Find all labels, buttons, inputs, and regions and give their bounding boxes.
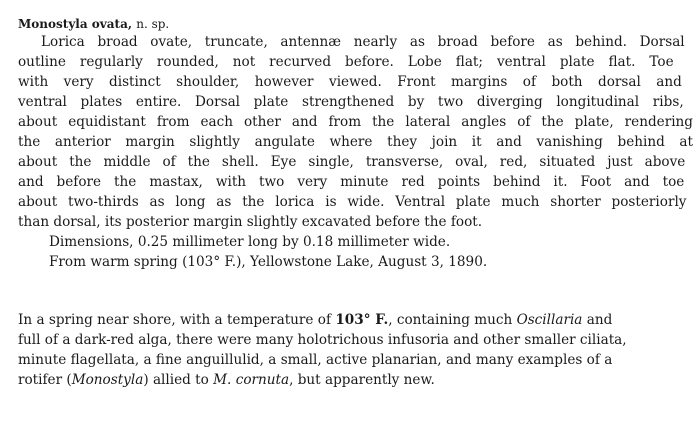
habitat-line: In a spring near shore, with a temperature of 103° F., containing much Oscillaria and: [18, 312, 613, 328]
locality-line: From warm spring (103° F.), Yellowstone Lake, August 3, 1890.: [49, 254, 488, 270]
description-line: and before the mastax, with two very minute red points behind it. Foot and toe: [18, 174, 685, 190]
temperature-value: 103° F.: [335, 312, 389, 328]
habitat-line: minute flagellata, a fine anguillulid, a small, active planarian, and many examples of a: [18, 352, 613, 368]
new-species-marker: n. sp.: [136, 17, 170, 31]
description-line: ventral plates entire. Dorsal plate strengthened by two diverging longitudinal ribs,: [18, 94, 684, 110]
description-line: Lorica broad ovate, truncate, antennæ nearly as broad before as behind. Dorsal: [41, 34, 685, 50]
description-line: the anterior margin slightly angulate where they join it and vanishing behind at: [18, 134, 693, 150]
genus-monostyla: Monostyla: [71, 372, 144, 388]
description-line: with very distinct shoulder, however viewed. Front margins of both dorsal and: [18, 74, 682, 90]
habitat-line: full of a dark-red alga, there were many holotrichous infusoria and other smaller ciliata,: [18, 332, 627, 348]
description-line: about the middle of the shell. Eye single, transverse, oval, red, situated just above: [18, 154, 686, 170]
description-line: about equidistant from each other and from the lateral angles of the plate, rendering: [18, 114, 693, 130]
species-heading: [18, 14, 169, 34]
species-m-cornuta: M. cornuta: [213, 372, 290, 388]
dimensions-line: Dimensions, 0.25 millimeter long by 0.18 millimeter wide.: [49, 234, 451, 250]
description-line: outline regularly rounded, not recurved before. Lobe flat; ventral plate flat. Toe: [18, 54, 674, 70]
description-line: about two-thirds as long as the lorica is wide. Ventral plate much shorter posteriorly: [18, 194, 687, 210]
habitat-line: rotifer (Monostyla) allied to M. cornuta, but apparently new.: [18, 372, 435, 388]
genus-oscillaria: Oscillaria: [516, 312, 583, 328]
species-name: Monostyla ovata,: [18, 17, 133, 31]
description-line: than dorsal, its posterior margin slightly excavated before the foot.: [18, 214, 483, 230]
